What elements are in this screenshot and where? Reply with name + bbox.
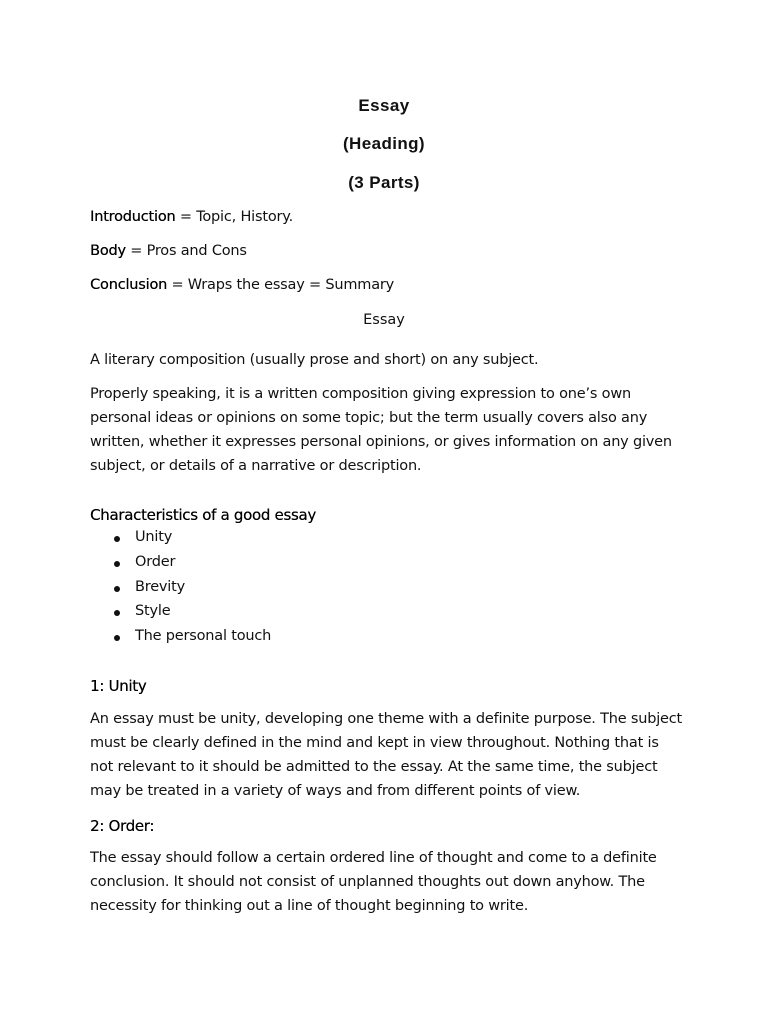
paragraph-line: may be treated in a variety of ways and from different points of view. bbox=[90, 783, 581, 799]
structure-conclusion bbox=[90, 277, 394, 293]
paragraph-line: The essay should follow a certain ordered line of thought and come to a definite bbox=[90, 850, 657, 866]
document-parts-label: (3 Parts) bbox=[348, 173, 420, 192]
bullet-icon bbox=[114, 610, 120, 616]
document-title: Essay bbox=[358, 96, 410, 115]
structure-body bbox=[90, 243, 247, 259]
paragraph-line: personal ideas or opinions on some topic; but the term usually covers also any bbox=[90, 410, 648, 426]
structure-term: Conclusion bbox=[90, 277, 168, 293]
paragraph-line: must be clearly defined in the mind and kept in view throughout. Nothing that is bbox=[90, 735, 659, 751]
list-item-label: The personal touch bbox=[135, 628, 272, 645]
paragraph-properly-speaking bbox=[90, 382, 690, 478]
paragraph-line: not relevant to it should be admitted to the essay. At the same time, the subject bbox=[90, 759, 658, 775]
bullet-icon bbox=[114, 635, 120, 641]
list-item-label: Order bbox=[135, 553, 176, 570]
paragraph-line: subject, or details of a narrative or description. bbox=[90, 458, 422, 474]
document-subtitle: (Heading) bbox=[343, 134, 425, 153]
structure-description: = Pros and Cons bbox=[125, 243, 247, 259]
paragraph-line: Properly speaking, it is a written composition giving expression to one’s own bbox=[90, 386, 631, 402]
bullet-icon bbox=[114, 586, 120, 592]
list-item-label: Unity bbox=[135, 529, 173, 545]
paragraph-line: written, whether it expresses personal opinions, or gives information on any given bbox=[90, 434, 672, 450]
paragraph-line: An essay must be unity, developing one theme with a definite purpose. The subject bbox=[90, 711, 683, 727]
order-heading: 2: Order: bbox=[90, 817, 155, 835]
paragraph-order bbox=[90, 846, 690, 918]
structure-introduction bbox=[90, 209, 293, 225]
characteristics-heading: Characteristics of a good essay bbox=[90, 506, 316, 524]
structure-term: Introduction bbox=[90, 209, 176, 225]
bullet-icon bbox=[114, 536, 120, 542]
paragraph-line: necessity for thinking out a line of thought beginning to write. bbox=[90, 898, 529, 914]
list-item-label: Style bbox=[135, 603, 171, 620]
paragraph-line: conclusion. It should not consist of unplanned thoughts out down anyhow. The bbox=[90, 874, 645, 890]
structure-description: = Topic, History. bbox=[175, 209, 294, 225]
unity-heading: 1: Unity bbox=[90, 677, 147, 695]
structure-term: Body bbox=[90, 243, 126, 259]
paragraph-unity bbox=[90, 707, 690, 803]
list-item-label: Brevity bbox=[135, 578, 185, 595]
structure-description: = Wraps the essay = Summary bbox=[167, 277, 395, 293]
bullet-icon bbox=[114, 561, 120, 567]
definition-text: A literary composition (usually prose and short) on any subject. bbox=[90, 352, 539, 368]
section-title: Essay bbox=[363, 312, 405, 328]
